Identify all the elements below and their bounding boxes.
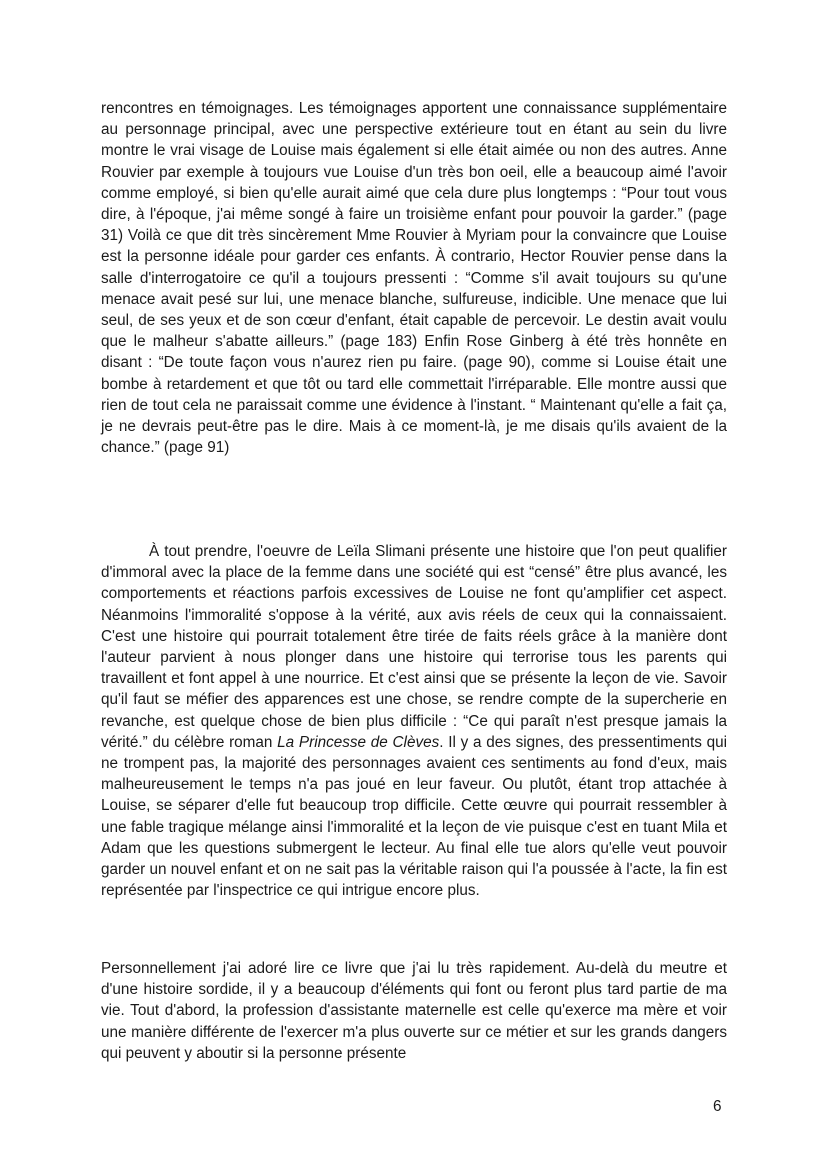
paragraph-testimonies: rencontres en témoignages. Les témoignages apportent une connaissance supplémentaire au personnage principal, avec une perspective extérieure tout en étant au sein du livre montre le vrai visage de Louise mais également si elle était aimée ou non des autres. Anne Rouvier par exemple à toujours vue Louise d'un très bon oeil, elle a beaucoup aimé l'avoir comme employé, si bien qu'elle aurait aimé que cela dure plus longtemps : “Pour tout vous dire, à l'époque, j'ai même songé à faire un troisième enfant pour pouvoir la garder.” (page 31) Voilà ce que dit très sincèrement Mme Rouvier à Myriam pour la convaincre que Louise est la personne idéale pour garder ces enfants. À contrario, Hector Rouvier pense dans la salle d'interrogatoire ce qu'il a toujours pressenti : “Comme s'il avait toujours su qu'une menace avait pesé sur lui, une menace blanche, sulfureuse, indicible. Une menace que lui seul, de ses yeux et de son cœur d'enfant, était capable de percevoir. Le destin avait voulu que le malheur s'abatte ailleurs.” (page 183) Enfin Rose Ginberg à été très honnête en disant : “De toute façon vous n'aurez rien pu faire. (page 90), comme si Louise était une bombe à retardement et que tôt ou tard elle commettait l'irréparable. Elle montre aussi que rien de tout cela ne paraissait comme une évidence à l'instant. “ Maintenant qu'elle a fait ça, je ne devrais peut-être pas le dire. Mais à ce moment-là, je me disais qu'ils avaient de la chance.” (page 91)	[101, 100, 727, 457]
paragraph-conclusion	[101, 541, 727, 901]
paragraph-conclusion-text-start: À tout prendre, l'oeuvre de Leïla Slimani présente une histoire que l'on peut qualifier d'immoral avec la place de la femme dans une société qui est “censé” être plus avancé, les comportements et réactions parfois excessives de Louise ne font qu'amplifier cet aspect. Néanmoins l'immoralité s'oppose à la vérité, aux avis réels de ceux qui la connaissaient. C'est une histoire qui pourrait totalement être tirée de faits réels grâce à la manière dont l'auteur parvient à nous plonger dans une histoire qui terrorise tous les parents qui travaillent et font appel à une nourrice. Et c'est ainsi que se présente la leçon de vie. Savoir qu'il faut se méfier des apparences est une chose, se rendre compte de la supercherie en revanche, est quelque chose de bien plus difficile : “Ce qui paraît n'est presque jamais la vérité.” du célèbre roman	[101, 543, 727, 751]
page-number: 6	[713, 1098, 722, 1115]
book-title-princesse-de-cleves: La Princesse de Clèves	[277, 733, 440, 751]
paragraph-personal-opinion: Personnellement j'ai adoré lire ce livre que j'ai lu très rapidement. Au-delà du meutre et d'une histoire sordide, il y a beaucoup d'éléments qui font ou feront plus tard partie de ma vie. Tout d'abord, la profession d'assistante maternelle est celle qu'exerce ma mère et voir une manière différente de l'exercer m'a plus ouverte sur ce métier et sur les grands dangers qui peuvent y aboutir si la personne présente	[101, 960, 727, 1062]
paragraph-conclusion-text-end: . Il y a des signes, des pressentiments qui ne trompent pas, la majorité des personnages avaient ces sentiments au fond d'eux, mais malheureusement le temps n'a pas joué en leur faveur. Ou plutôt, étant trop attachée à Louise, se séparer d'elle fut beaucoup trop difficile. Cette œuvre qui pourrait ressembler à une fable tragique mélange ainsi l'immoralité et la leçon de vie puisque c'est en tuant Mila et Adam que les questions submergent le lecteur. Au final elle tue alors qu'elle veut pouvoir garder un nouvel enfant et on ne sait pas la véritable raison qui l'a poussée à l'acte, la fin est représentée par l'inspectrice ce qui intrigue encore plus.	[101, 733, 728, 900]
